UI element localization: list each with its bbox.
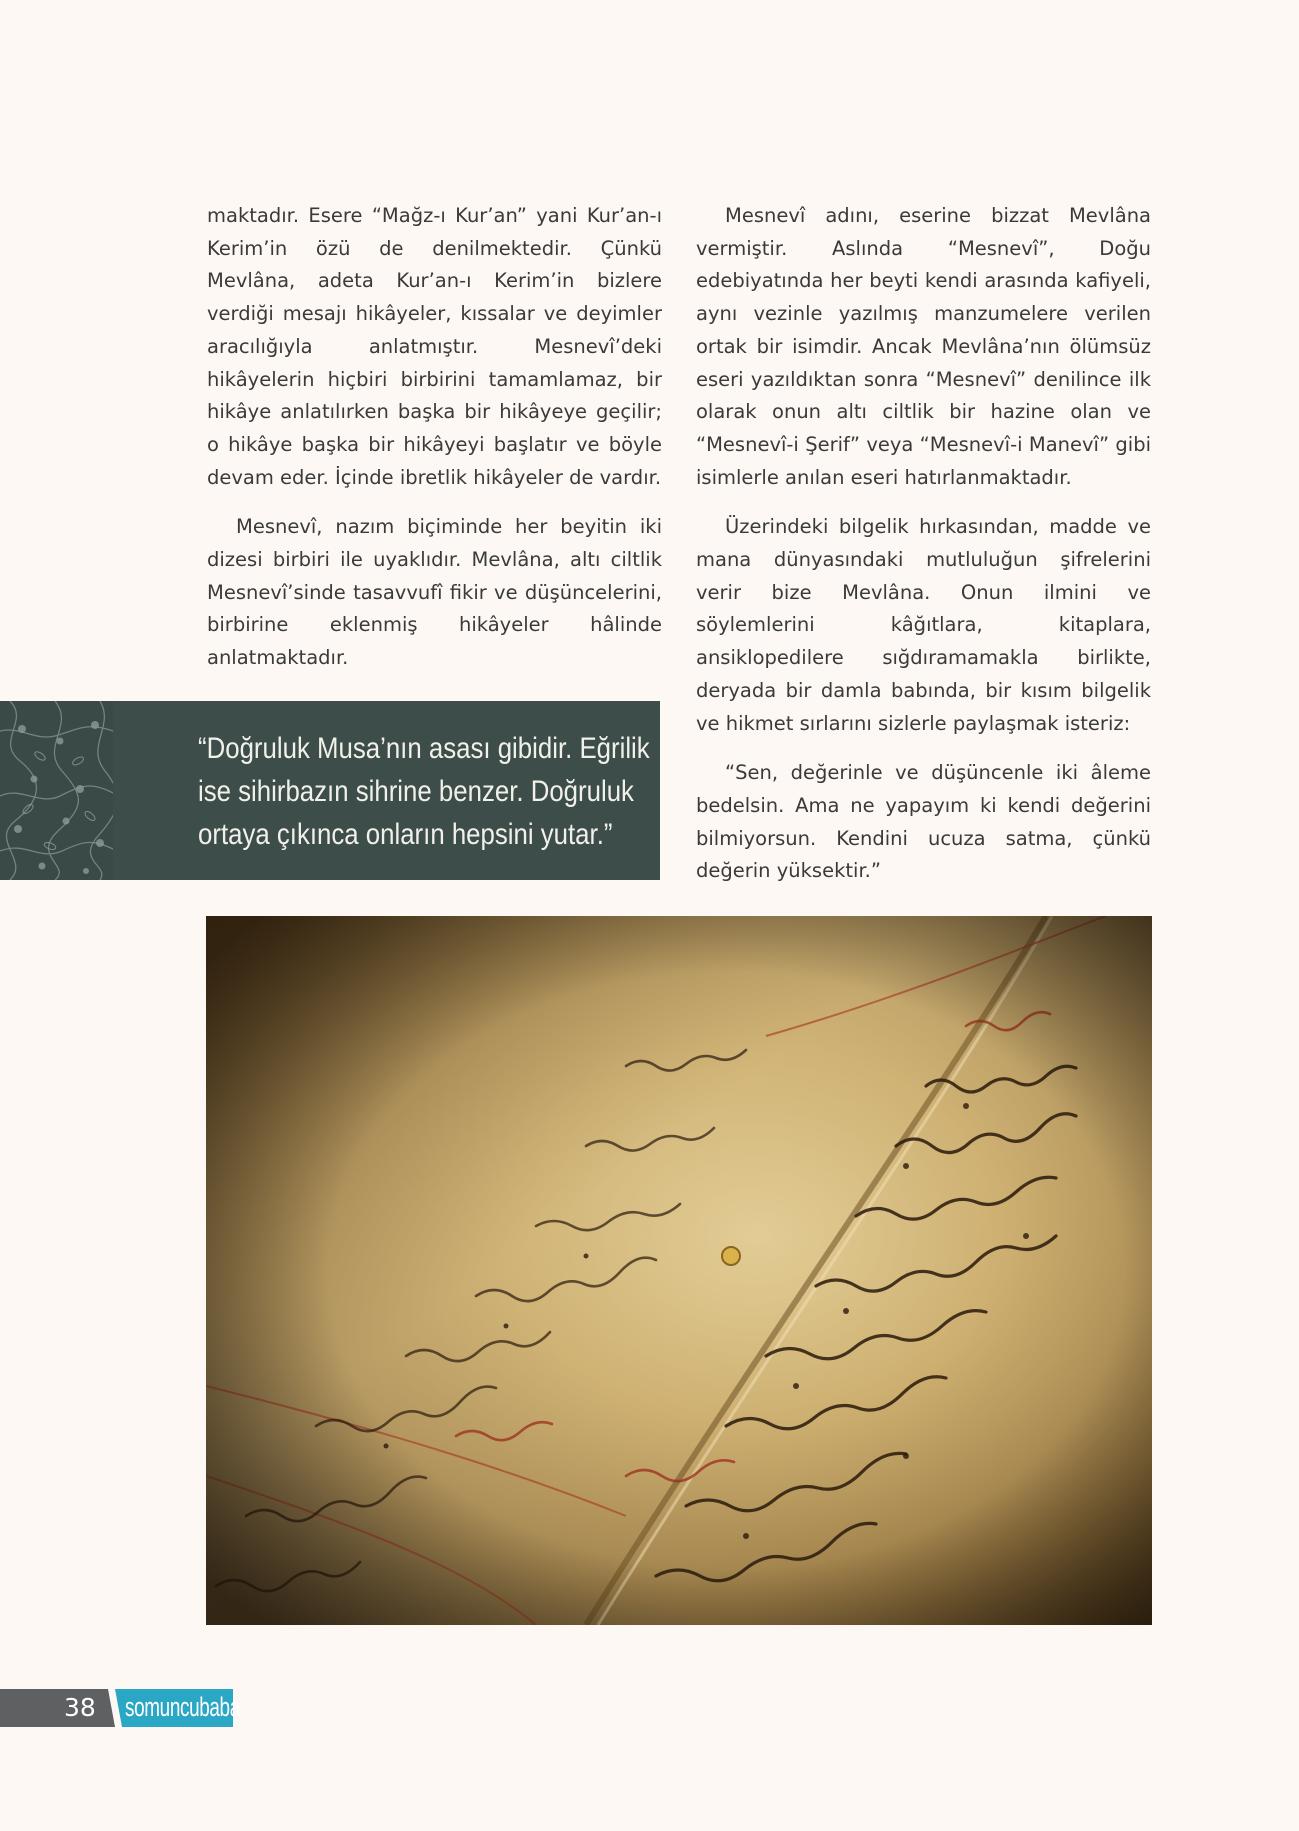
page-footer [0, 1689, 240, 1727]
brand-logo-text: somuncubaba [125, 1692, 240, 1722]
body-paragraph: Mesnevî adını, eserine bizzat Mevlâna vermiştir. Aslında “Mesnevî”, Doğu edebiyatında her beyti kendi arasında kafiyeli, aynı vezinle yazılmış manzumelere verilen ortak bir isimdir. Ancak Mevlâna’nın ölümsüz eseri yazıldıktan sonra “Mesnevî” denilince ilk olarak onun altı ciltlik bir hazine olan ve “Mesnevî-i Şerif” veya “Mesnevî-i Manevî” gibi isimlerle anılan eseri hatırlanmaktadır. [696, 204, 1151, 489]
divider-slash-icon [108, 1689, 122, 1727]
page-number-bar [0, 1689, 115, 1727]
floral-pattern-decoration [0, 701, 113, 880]
body-paragraph: maktadır. Esere “Mağz-ı Kur’an” yani Kur’an-ı Kerim’in özü de denilmektedir. Çünkü Mevlâna, adeta Kur’an-ı Kerim’in bizlere verdiği mesajı hikâyeler, kıssalar ve deyimler aracılığıyla anlatmıştır. Mesnevî’deki hikâyelerin hiçbiri birbirini tamamlamaz, bir hikâye anlatılırken başka bir hikâyeye geçilir; o hikâye başka bir hikâyeyi başlatır ve böyle devam eder. İçinde ibretlik hikâyeler de vardır. [207, 204, 662, 489]
body-paragraph: “Sen, değerinle ve düşüncenle iki âleme bedelsin. Ama ne yapayım ki kendi değerini bilmiyorsun. Kendini ucuza satma, çünkü değerin yüksektir.” [696, 761, 1151, 883]
left-text-column [207, 200, 662, 692]
body-paragraph: Üzerindeki bilgelik hırkasından, madde ve mana dünyasındaki mutluluğun şifrelerini verir bize Mevlâna. Onun ilmini ve söylemlerini kâğıtlara, kitaplara, ansiklopedilere sığdıramamakla birlikte, deryada bir damla babında, bir kısım bilgelik ve hikmet sırlarını sizlerle paylaşmak isteriz: [696, 515, 1151, 735]
page-number: 38 [64, 1693, 96, 1722]
quote-line: “Doğruluk Musa’nın asası gibidir. Eğrilik [198, 732, 650, 765]
pull-quote-text [198, 727, 650, 856]
quote-line: ortaya çıkınca onların hepsini yutar.” [198, 818, 613, 851]
body-paragraph: Mesnevî, nazım biçiminde her beyitin iki dizesi birbiri ile uyaklıdır. Mevlâna, altı ciltlik Mesnevî’sinde tasavvufî fikir ve düşüncelerini, birbirine eklenmiş hikâyeler hâlinde anlatmaktadır. [207, 515, 662, 670]
manuscript-photo [206, 916, 1152, 1625]
quote-line: ise sihirbazın sihrine benzer. Doğruluk [198, 775, 634, 808]
pull-quote-box [0, 701, 660, 880]
right-text-column [696, 200, 1151, 905]
